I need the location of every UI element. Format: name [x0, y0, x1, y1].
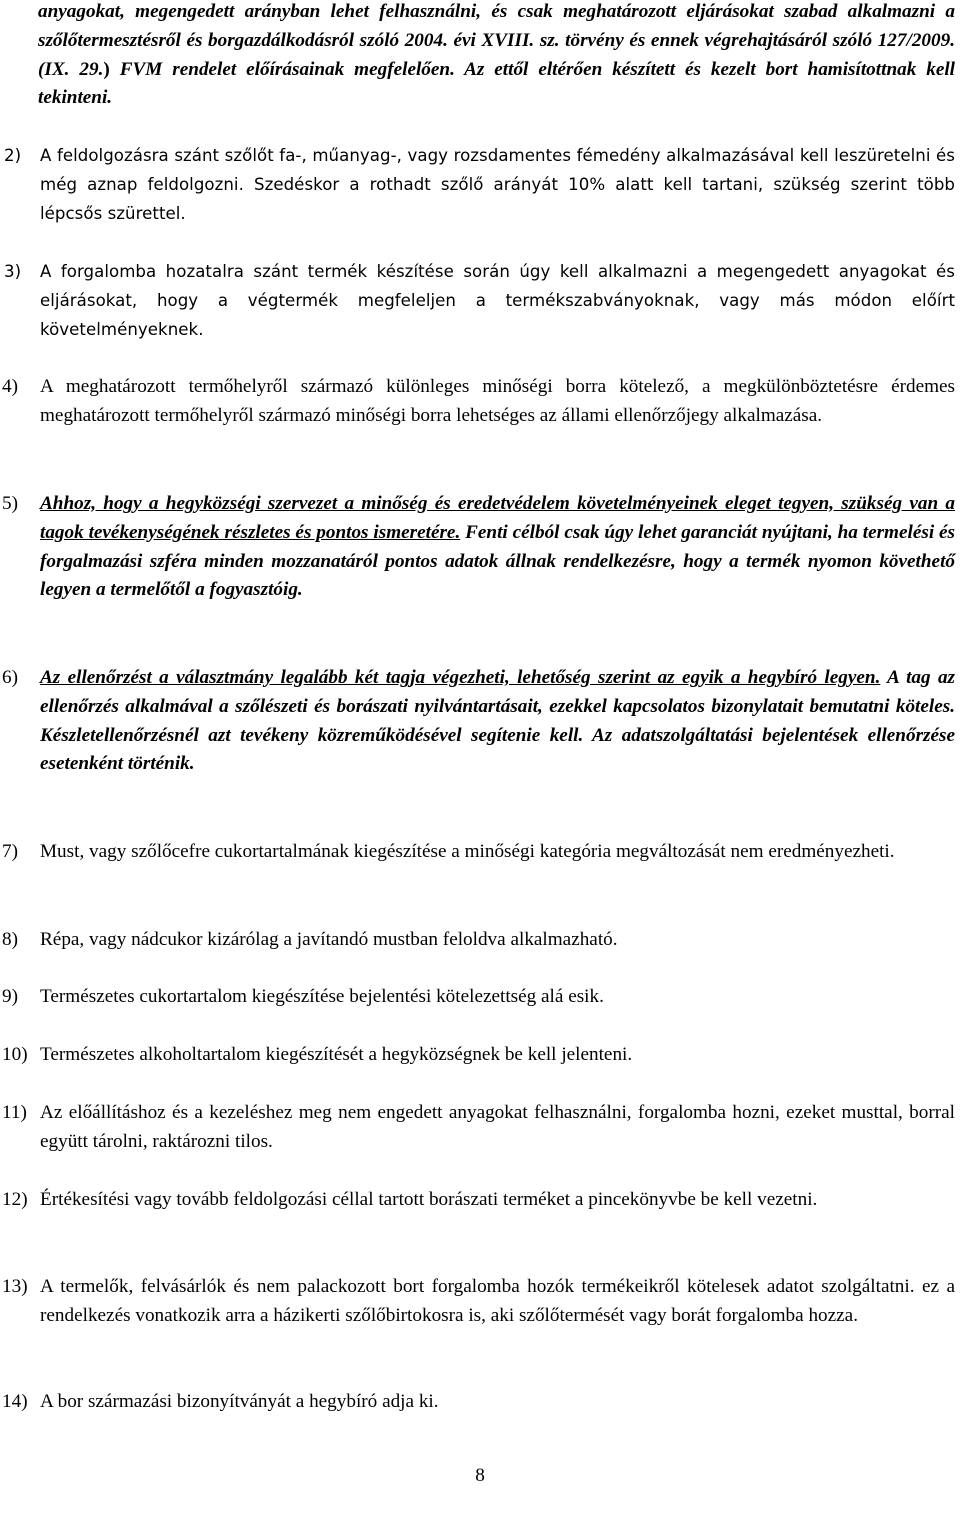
list-item: [2, 838, 955, 867]
item-text: Értékesítési vagy tovább feldolgozási céllal tartott borászati terméket a pincekönyvbe be kell vezetni.: [40, 1189, 818, 1210]
list-item: [2, 1186, 955, 1215]
item-text: A termelők, felvásárlók és nem palackozott bort forgalomba hozók termékeikről kötelesek adatot szolgáltatni. ez a rendelkezés vonatkozik arra a házikerti szőlőbirtokosra is, aki szőlőtermését vagy borát forgalomba hozza.: [40, 1276, 955, 1326]
item-number: 8): [2, 929, 18, 950]
item-number: 5): [2, 493, 18, 514]
item-number: 12): [2, 1189, 28, 1210]
intro-paren: ): [103, 58, 110, 80]
list-item: [2, 664, 956, 779]
list-item: [2, 1041, 955, 1070]
item-text: [40, 490, 955, 605]
item-text: [40, 664, 955, 779]
list-item: [2, 490, 955, 605]
item-text: Az előállításhoz és a kezeléshez meg nem engedett anyagokat felhasználni, forgalomba hozni, ezeket musttal, borral együtt tárolni, raktározni tilos.: [40, 1102, 955, 1152]
page-number: 8: [475, 1465, 485, 1486]
list-item: [2, 1099, 955, 1157]
item-text: A feldolgozásra szánt szőlőt fa-, műanyag-, vagy rozsdamentes fémedény alkalmazásával kell leszüretelni és még aznap feldolgozni. Szedéskor a rothadt szőlő arányát 10% alatt kell tartani, szükség szerint több lépcsős szürettel.: [40, 146, 955, 223]
list-item: [2, 1273, 955, 1331]
intro-paragraph: [38, 0, 955, 113]
list-item: [2, 1388, 955, 1417]
list-item: [4, 257, 955, 344]
item-number: 7): [2, 841, 18, 862]
item-text: A meghatározott termőhelyről származó különleges minőségi borra kötelező, a megkülönböztetésre érdemes meghatározott termőhelyről származó minőségi borra lehetséges az állami ellenőrzőjegy alkalmazása.: [40, 376, 955, 426]
item-text-rest: A tag az ellenőrzés alkalmával a szőlészeti és borászati nyilvántartásait, ezekkel kapcsolatos bizonylatait bemutatni köteles. Készletellenőrzésnél azt tevékeny közreműködésével segítenie kell. Az adatszolgáltatási bejelentések ellenőrzése esetenként történik.: [40, 667, 956, 775]
list-item: [2, 926, 955, 955]
item-text: Must, vagy szőlőcefre cukortartalmának kiegészítése a minőségi kategória megváltozását nem eredményezheti.: [40, 841, 895, 862]
item-number: 14): [2, 1391, 28, 1412]
item-number: 3): [4, 262, 22, 281]
list-item: [4, 141, 955, 228]
item-text: A forgalomba hozatalra szánt termék készítése során úgy kell alkalmazni a megengedett anyagokat és eljárásokat, hogy a végtermék megfeleljen a termékszabványoknak, vagy más módon előírt követelményeknek.: [40, 262, 955, 339]
item-number: 10): [2, 1044, 28, 1065]
item-number: 6): [2, 667, 18, 688]
item-text-underlined: Az ellenőrzést a választmány legalább két tagja végezheti, lehetőség szerint az egyik a hegybíró legyen.: [40, 667, 881, 688]
item-text-rest: Fenti célból csak úgy lehet garanciát nyújtani, ha termelési és forgalmazási szféra minden mozzanatáról pontos adatok állnak rendelkezésre, hogy a termék nyomon követhető legyen a termelőtől a fogyasztóig.: [40, 521, 955, 601]
intro-text-part3: FVM rendelet előírásainak megfelelően. Az ettől eltérően készített és kezelt bort hamisítottnak kell tekinteni.: [38, 58, 956, 109]
intro-text-part1: anyagokat, megengedett arányban lehet felhasználni, és csak meghatározott eljárásokat szabad alkalmazni a szőlőtermesztésről és borgazdálkodásról szóló 2004. évi XVIII. sz. törvény és ennek végrehajtásáról szóló 127/2009. (IX. 29.: [38, 1, 955, 80]
item-text: Természetes cukortartalom kiegészítése bejelentési kötelezettség alá esik.: [40, 986, 604, 1007]
item-text: Répa, vagy nádcukor kizárólag a javítandó mustban feloldva alkalmazható.: [40, 929, 618, 950]
item-number: 2): [4, 146, 22, 165]
item-text: A bor származási bizonyítványát a hegybíró adja ki.: [40, 1391, 439, 1412]
item-number: 13): [2, 1276, 28, 1297]
item-text: Természetes alkoholtartalom kiegészítését a hegyközségnek be kell jelenteni.: [40, 1044, 633, 1065]
list-item: [2, 983, 955, 1012]
list-item: [2, 373, 955, 431]
document-page: [2, 0, 956, 1412]
item-number: 9): [2, 986, 18, 1007]
item-number: 4): [2, 376, 18, 397]
item-number: 11): [2, 1102, 27, 1123]
item-text-underlined: Ahhoz, hogy a hegyközségi szervezet a minőség és eredetvédelem követelményeinek eleget tegyen, szükség van a tagok tevékenységének részletes és pontos ismeretére.: [40, 493, 955, 543]
